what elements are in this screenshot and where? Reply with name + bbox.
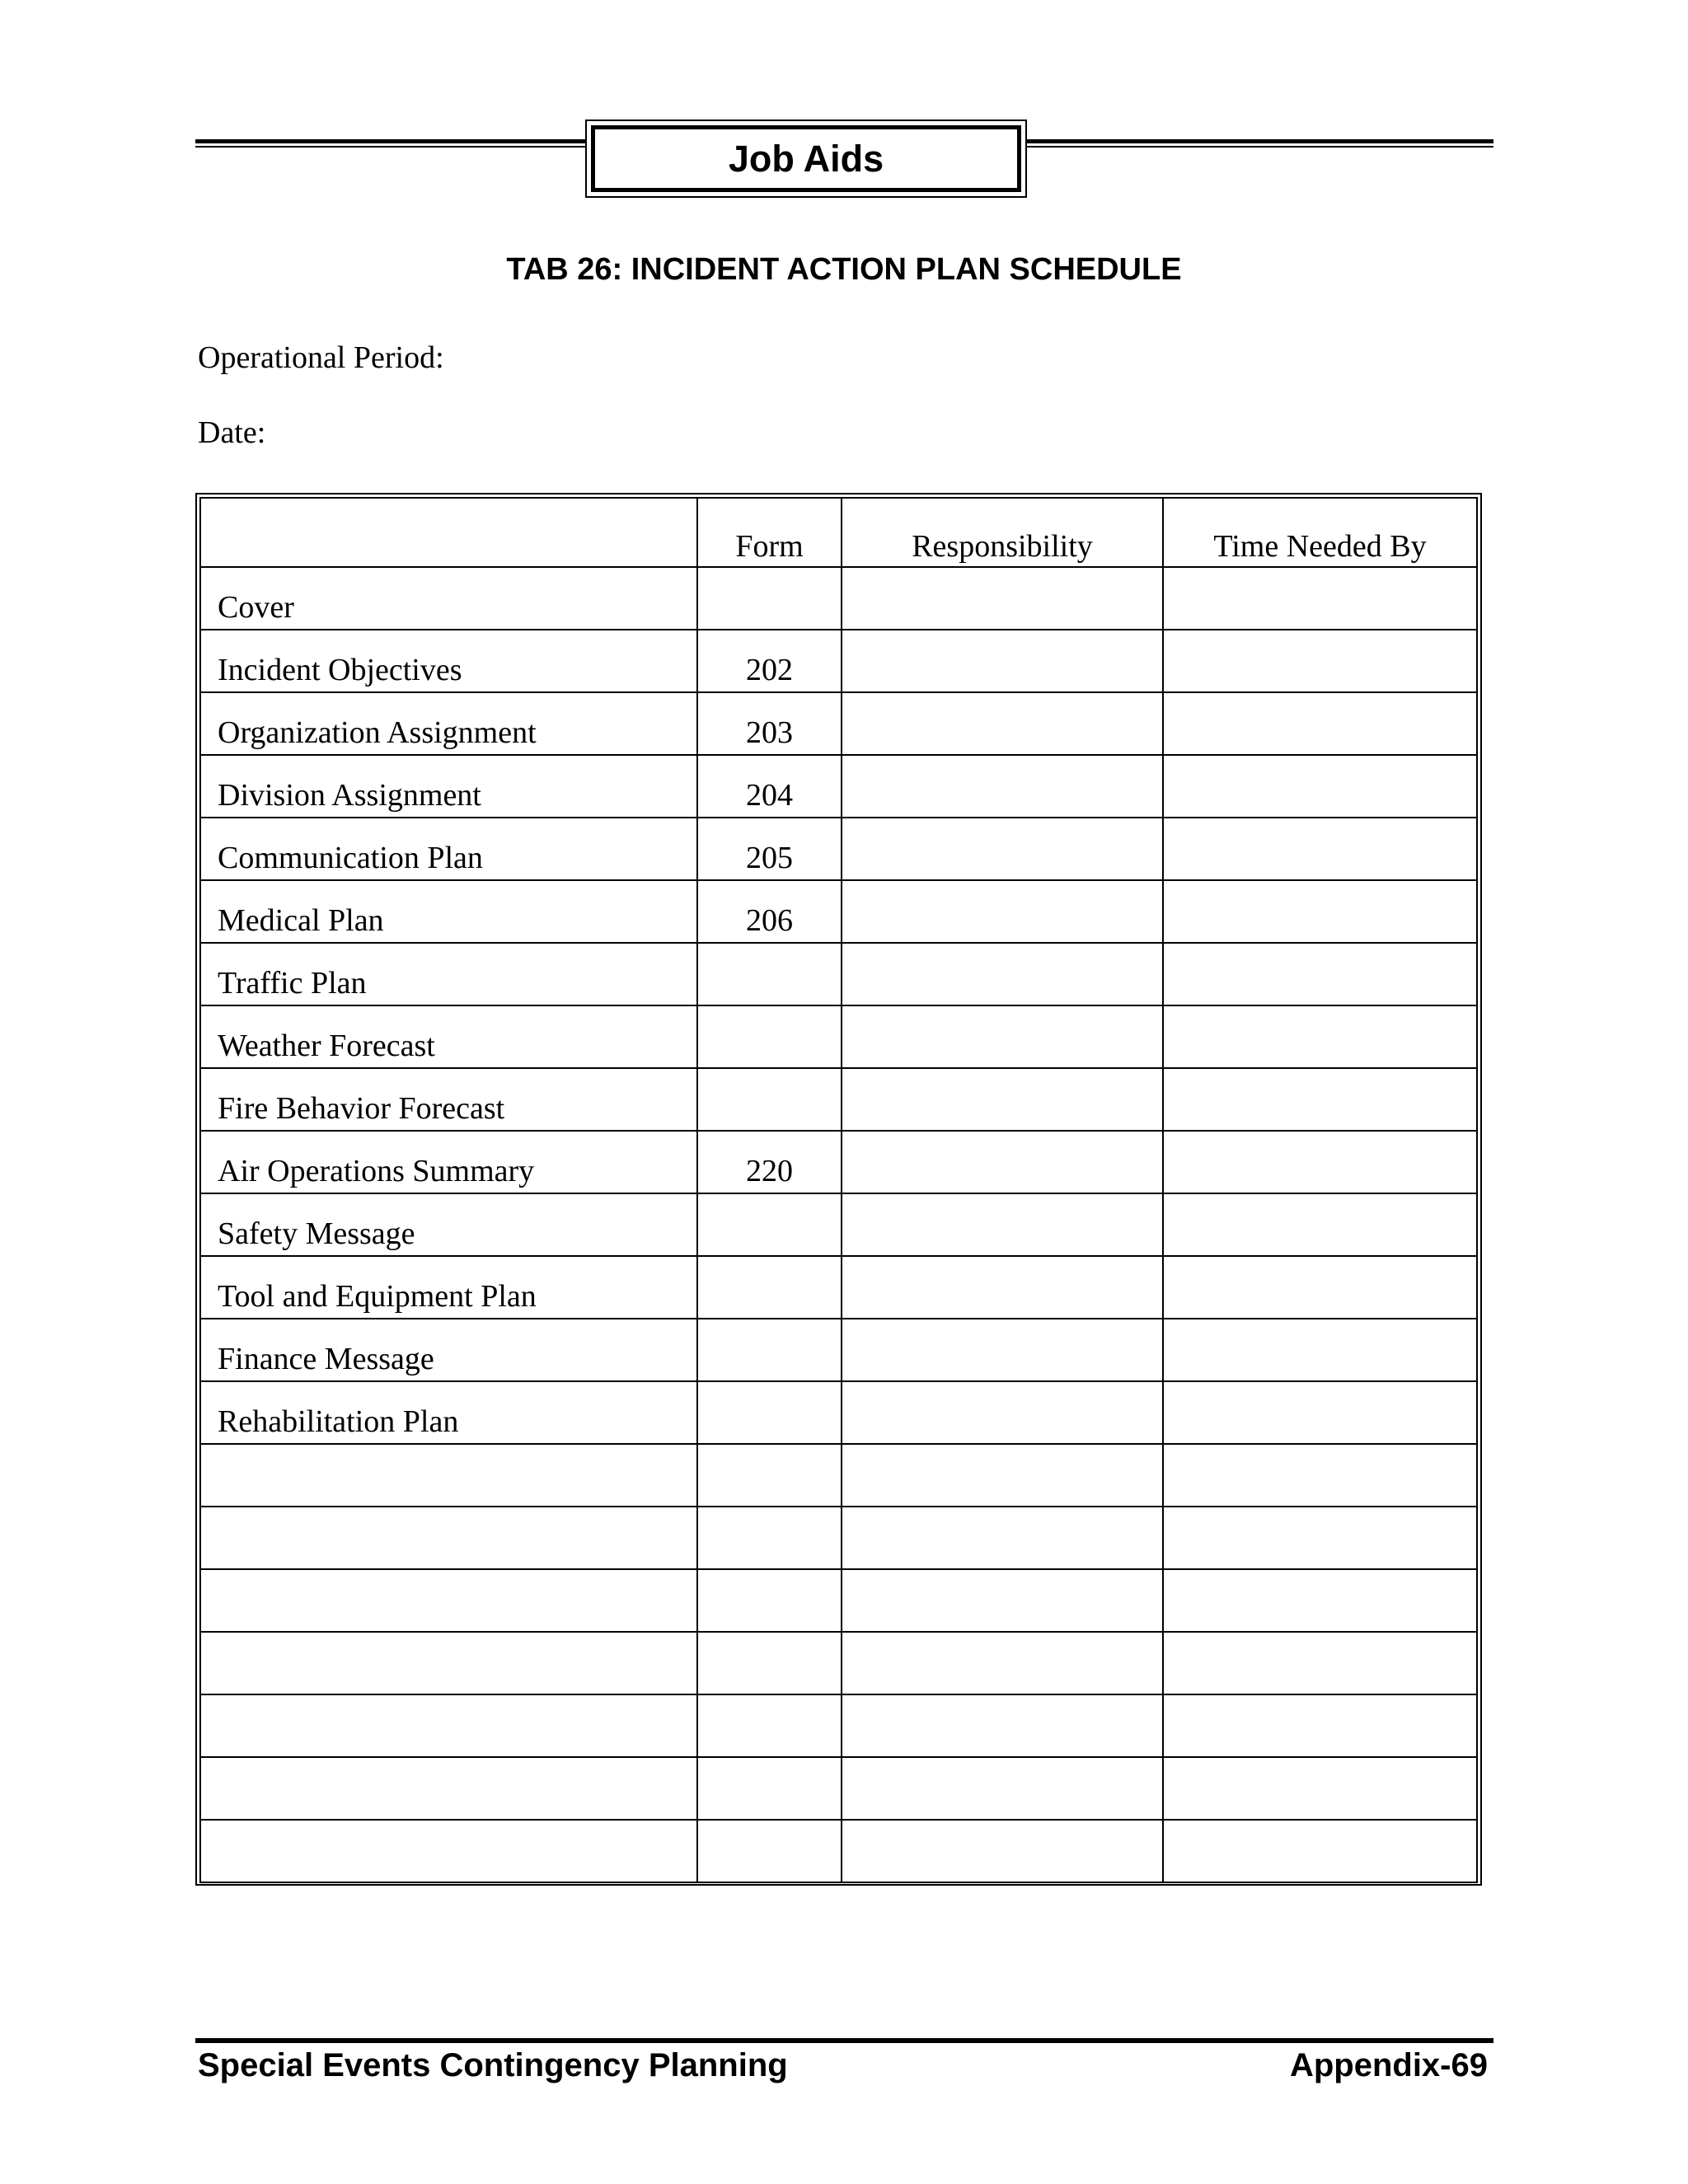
item-cell (200, 1757, 697, 1820)
time-needed-by-cell[interactable] (1163, 1757, 1477, 1820)
item-cell: Fire Behavior Forecast (200, 1068, 697, 1131)
item-cell: Rehabilitation Plan (200, 1381, 697, 1444)
table-row (200, 1569, 1477, 1632)
responsibility-cell[interactable] (842, 1507, 1163, 1569)
time-needed-by-cell[interactable] (1163, 880, 1477, 943)
responsibility-cell[interactable] (842, 943, 1163, 1005)
time-needed-by-cell[interactable] (1163, 1319, 1477, 1381)
table-row (200, 1757, 1477, 1820)
item-cell: Organization Assignment (200, 692, 697, 755)
form-cell (697, 1569, 842, 1632)
table-row (200, 818, 1477, 880)
form-cell (697, 1694, 842, 1757)
form-cell (697, 567, 842, 630)
table-row (200, 1820, 1477, 1882)
responsibility-cell[interactable] (842, 1381, 1163, 1444)
responsibility-cell[interactable] (842, 1068, 1163, 1131)
table-row (200, 1256, 1477, 1319)
time-needed-by-cell[interactable] (1163, 1820, 1477, 1882)
table-row (200, 1381, 1477, 1444)
form-cell: 203 (697, 692, 842, 755)
time-needed-by-cell[interactable] (1163, 1507, 1477, 1569)
table-body (200, 567, 1477, 1882)
responsibility-cell[interactable] (842, 755, 1163, 818)
time-needed-by-cell[interactable] (1163, 1005, 1477, 1068)
form-cell (697, 1820, 842, 1882)
item-cell (200, 1694, 697, 1757)
item-cell: Division Assignment (200, 755, 697, 818)
table-row (200, 630, 1477, 692)
form-cell (697, 943, 842, 1005)
form-cell (697, 1381, 842, 1444)
time-needed-by-cell[interactable] (1163, 1694, 1477, 1757)
time-needed-by-cell[interactable] (1163, 1381, 1477, 1444)
table-row (200, 943, 1477, 1005)
item-cell: Finance Message (200, 1319, 697, 1381)
table-row (200, 692, 1477, 755)
schedule-table-frame (195, 493, 1482, 1886)
column-header-responsibility: Responsibility (842, 498, 1163, 567)
table-row (200, 1193, 1477, 1256)
form-cell (697, 1507, 842, 1569)
form-cell (697, 1256, 842, 1319)
responsibility-cell[interactable] (842, 567, 1163, 630)
form-cell (697, 1193, 842, 1256)
table-row (200, 1694, 1477, 1757)
time-needed-by-cell[interactable] (1163, 567, 1477, 630)
time-needed-by-cell[interactable] (1163, 1193, 1477, 1256)
item-cell: Weather Forecast (200, 1005, 697, 1068)
column-header-item (200, 498, 697, 567)
table-row (200, 1507, 1477, 1569)
item-cell: Tool and Equipment Plan (200, 1256, 697, 1319)
header-box (585, 120, 1027, 198)
responsibility-cell[interactable] (842, 1131, 1163, 1193)
item-cell (200, 1632, 697, 1694)
table-row (200, 1444, 1477, 1507)
table-header-row (200, 498, 1477, 567)
date-label: Date: (198, 415, 266, 450)
time-needed-by-cell[interactable] (1163, 1632, 1477, 1694)
form-cell (697, 1444, 842, 1507)
schedule-table (199, 497, 1478, 1883)
form-cell (697, 1005, 842, 1068)
item-cell: Communication Plan (200, 818, 697, 880)
responsibility-cell[interactable] (842, 1256, 1163, 1319)
responsibility-cell[interactable] (842, 1569, 1163, 1632)
page-title: TAB 26: INCIDENT ACTION PLAN SCHEDULE (506, 252, 1182, 287)
form-cell: 206 (697, 880, 842, 943)
responsibility-cell[interactable] (842, 630, 1163, 692)
form-cell (697, 1068, 842, 1131)
item-cell (200, 1569, 697, 1632)
form-cell: 204 (697, 755, 842, 818)
responsibility-cell[interactable] (842, 1632, 1163, 1694)
table-row (200, 1131, 1477, 1193)
form-cell (697, 1632, 842, 1694)
time-needed-by-cell[interactable] (1163, 818, 1477, 880)
footer-document-title: Special Events Contingency Planning (198, 2047, 788, 2083)
form-cell (697, 1319, 842, 1381)
time-needed-by-cell[interactable] (1163, 755, 1477, 818)
footer-page-number: Appendix-69 (1289, 2047, 1488, 2083)
form-cell: 202 (697, 630, 842, 692)
responsibility-cell[interactable] (842, 880, 1163, 943)
time-needed-by-cell[interactable] (1163, 1256, 1477, 1319)
responsibility-cell[interactable] (842, 1757, 1163, 1820)
item-cell (200, 1820, 697, 1882)
table-row (200, 1005, 1477, 1068)
responsibility-cell[interactable] (842, 1319, 1163, 1381)
form-cell (697, 1757, 842, 1820)
item-cell: Safety Message (200, 1193, 697, 1256)
operational-period-label: Operational Period: (198, 340, 444, 375)
responsibility-cell[interactable] (842, 1820, 1163, 1882)
responsibility-cell[interactable] (842, 1444, 1163, 1507)
item-cell: Traffic Plan (200, 943, 697, 1005)
time-needed-by-cell[interactable] (1163, 1569, 1477, 1632)
table-row (200, 567, 1477, 630)
time-needed-by-cell[interactable] (1163, 1068, 1477, 1131)
footer-rule (195, 2038, 1493, 2043)
item-cell: Air Operations Summary (200, 1131, 697, 1193)
column-header-time-needed-by: Time Needed By (1163, 498, 1477, 567)
time-needed-by-cell[interactable] (1163, 1444, 1477, 1507)
time-needed-by-cell[interactable] (1163, 1131, 1477, 1193)
table-row (200, 755, 1477, 818)
responsibility-cell[interactable] (842, 1193, 1163, 1256)
item-cell: Medical Plan (200, 880, 697, 943)
item-cell: Cover (200, 567, 697, 630)
header-title: Job Aids (591, 125, 1021, 192)
responsibility-cell[interactable] (842, 818, 1163, 880)
responsibility-cell[interactable] (842, 1694, 1163, 1757)
item-cell (200, 1444, 697, 1507)
time-needed-by-cell[interactable] (1163, 630, 1477, 692)
item-cell: Incident Objectives (200, 630, 697, 692)
responsibility-cell[interactable] (842, 1005, 1163, 1068)
responsibility-cell[interactable] (842, 692, 1163, 755)
form-cell: 205 (697, 818, 842, 880)
item-cell (200, 1507, 697, 1569)
table-row (200, 1068, 1477, 1131)
time-needed-by-cell[interactable] (1163, 943, 1477, 1005)
column-header-form: Form (697, 498, 842, 567)
table-row (200, 880, 1477, 943)
table-row (200, 1632, 1477, 1694)
form-cell: 220 (697, 1131, 842, 1193)
table-row (200, 1319, 1477, 1381)
time-needed-by-cell[interactable] (1163, 692, 1477, 755)
